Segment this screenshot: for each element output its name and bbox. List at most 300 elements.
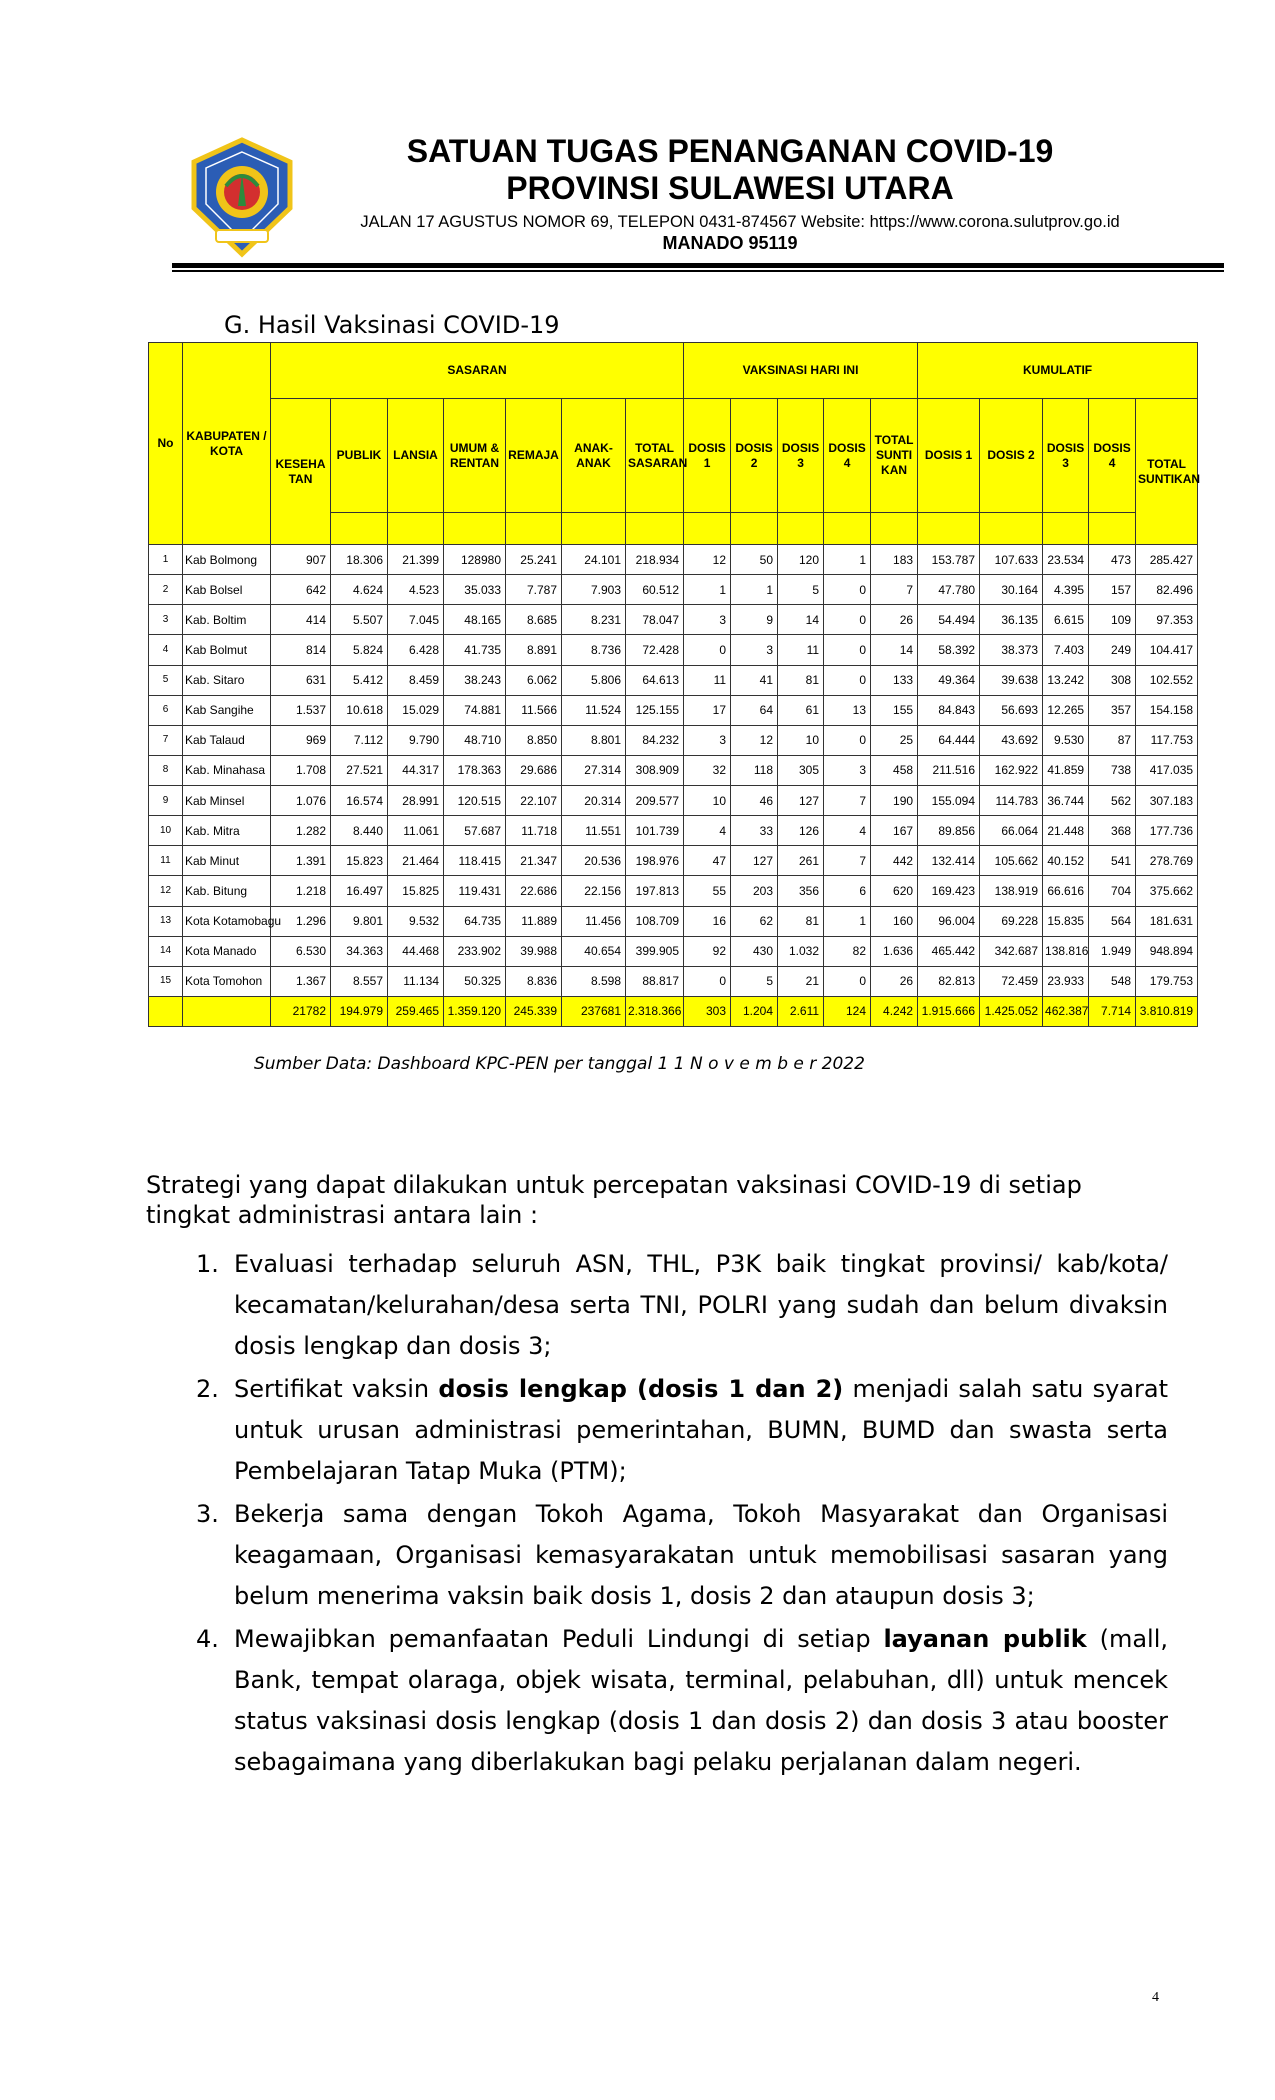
cell-value: 704 — [1089, 876, 1136, 906]
cell-value: 105.662 — [980, 846, 1043, 876]
cell-value: 16.497 — [331, 876, 388, 906]
cell-value: 8.557 — [331, 966, 388, 996]
cell-value: 8.231 — [562, 605, 626, 635]
cell-value: 303 — [684, 996, 731, 1026]
cell-value: 25 — [871, 725, 918, 755]
col-header-publik: PUBLIK — [331, 399, 388, 513]
cell-value: 11.524 — [562, 695, 626, 725]
col-header-kum-dosis1: DOSIS 1 — [918, 399, 980, 513]
strategy-text-after: (mall, Bank, tempat olaraga, objek wisata, terminal, pelabuhan, dll) untuk mencek status vaksinasi dosis lengkap (dosis 1 dan dosis 2) dan dosis 3 atau booster sebagaimana yang diberlakukan bagi pelaku perjalanan dalam negeri. — [234, 1625, 1168, 1776]
cell-value: 548 — [1089, 966, 1136, 996]
header-spacer — [731, 513, 778, 545]
cell-value: 7 — [824, 846, 871, 876]
cell-value: 2.611 — [778, 996, 824, 1026]
cell-value: 307.183 — [1136, 786, 1198, 816]
cell-value: 7.787 — [506, 575, 562, 605]
cell-region — [183, 996, 271, 1026]
cell-region: Kab. Minahasa — [183, 755, 271, 785]
strategy-emphasis: dosis lengkap (dosis 1 dan 2) — [438, 1375, 844, 1403]
cell-value: 1.076 — [271, 786, 331, 816]
cell-value: 127 — [731, 846, 778, 876]
cell-value: 458 — [871, 755, 918, 785]
cell-value: 1.425.052 — [980, 996, 1043, 1026]
table-row — [149, 635, 1198, 665]
cell-value: 285.427 — [1136, 545, 1198, 575]
cell-value: 4.395 — [1043, 575, 1089, 605]
cell-value: 104.417 — [1136, 635, 1198, 665]
col-header-kum-dosis4: DOSIS 4 — [1089, 399, 1136, 513]
cell-value: 81 — [778, 665, 824, 695]
cell-value: 7.112 — [331, 725, 388, 755]
cell-value: 96.004 — [918, 906, 980, 936]
cell-value: 0 — [824, 635, 871, 665]
strategy-text: Bekerja sama dengan Tokoh Agama, Tokoh Masyarakat dan Organisasi keagamaan, Organisasi kemasyarakatan untuk memobilisasi sasaran yang belum menerima vaksin baik dosis 1, dosis 2 dan ataupun dosis 3; — [234, 1500, 1168, 1610]
cell-value: 218.934 — [626, 545, 684, 575]
cell-value: 177.736 — [1136, 816, 1198, 846]
cell-value: 1 — [684, 575, 731, 605]
header-spacer — [562, 513, 626, 545]
cell-value: 127 — [778, 786, 824, 816]
cell-value: 40.152 — [1043, 846, 1089, 876]
cell-value: 7.903 — [562, 575, 626, 605]
cell-value: 375.662 — [1136, 876, 1198, 906]
cell-no: 4 — [149, 635, 183, 665]
cell-value: 64.735 — [444, 906, 506, 936]
col-header-kesehatan: KESEHATAN — [271, 399, 331, 545]
table-row — [149, 545, 1198, 575]
cell-region: Kab. Bitung — [183, 876, 271, 906]
cell-value: 34.363 — [331, 936, 388, 966]
cell-value: 0 — [824, 725, 871, 755]
cell-value: 84.843 — [918, 695, 980, 725]
strategy-item — [188, 1244, 1168, 1367]
header-city: MANADO 95119 — [662, 233, 798, 253]
cell-value: 368 — [1089, 816, 1136, 846]
cell-value: 0 — [684, 966, 731, 996]
cell-value: 72.459 — [980, 966, 1043, 996]
cell-value: 11.551 — [562, 816, 626, 846]
cell-value: 14 — [871, 635, 918, 665]
cell-value: 169.423 — [918, 876, 980, 906]
cell-value: 948.894 — [1136, 936, 1198, 966]
cell-value: 8.598 — [562, 966, 626, 996]
cell-value: 11 — [684, 665, 731, 695]
province-emblem-icon — [186, 136, 298, 258]
cell-value: 47 — [684, 846, 731, 876]
table-row — [149, 725, 1198, 755]
cell-region: Kab Bolsel — [183, 575, 271, 605]
cell-value: 3 — [684, 605, 731, 635]
page-number: 4 — [1152, 1990, 1159, 2005]
cell-value: 356 — [778, 876, 824, 906]
cell-value: 162.922 — [980, 755, 1043, 785]
cell-value: 5.412 — [331, 665, 388, 695]
col-header-hari-dosis1: DOSIS 1 — [684, 399, 731, 513]
cell-value: 190 — [871, 786, 918, 816]
cell-value: 1.296 — [271, 906, 331, 936]
cell-no: 2 — [149, 575, 183, 605]
cell-region: Kota Kotamobagu — [183, 906, 271, 936]
cell-value: 20.314 — [562, 786, 626, 816]
cell-value: 39.988 — [506, 936, 562, 966]
cell-value: 58.392 — [918, 635, 980, 665]
header-spacer — [918, 513, 980, 545]
cell-region: Kab Minut — [183, 846, 271, 876]
cell-value: 5 — [731, 966, 778, 996]
cell-value: 1.391 — [271, 846, 331, 876]
cell-value: 430 — [731, 936, 778, 966]
cell-value: 1.359.120 — [444, 996, 506, 1026]
cell-no: 8 — [149, 755, 183, 785]
strategy-item — [188, 1619, 1168, 1783]
cell-value: 66.064 — [980, 816, 1043, 846]
cell-value: 82 — [824, 936, 871, 966]
cell-value: 35.033 — [444, 575, 506, 605]
cell-value: 249 — [1089, 635, 1136, 665]
cell-value: 41.859 — [1043, 755, 1089, 785]
cell-value: 11.566 — [506, 695, 562, 725]
strategy-number: 3. — [196, 1500, 219, 1528]
cell-value: 50 — [731, 545, 778, 575]
cell-region: Kota Tomohon — [183, 966, 271, 996]
header-address: JALAN 17 AGUSTUS NOMOR 69, TELEPON 0431-874567 Website: https://www.corona.sulutprov.go.id — [360, 213, 1120, 231]
col-header-remaja: REMAJA — [506, 399, 562, 513]
cell-value: 3.810.819 — [1136, 996, 1198, 1026]
cell-value: 15.029 — [388, 695, 444, 725]
table-total-row — [149, 996, 1198, 1026]
cell-value: 13.242 — [1043, 665, 1089, 695]
cell-value: 211.516 — [918, 755, 980, 785]
table-row — [149, 876, 1198, 906]
cell-value: 10 — [684, 786, 731, 816]
cell-value: 15.823 — [331, 846, 388, 876]
header-spacer — [778, 513, 824, 545]
cell-value: 541 — [1089, 846, 1136, 876]
cell-value: 308.909 — [626, 755, 684, 785]
cell-value: 1 — [824, 906, 871, 936]
cell-no: 12 — [149, 876, 183, 906]
cell-value: 120.515 — [444, 786, 506, 816]
cell-value: 128980 — [444, 545, 506, 575]
cell-value: 5.806 — [562, 665, 626, 695]
cell-value: 44.317 — [388, 755, 444, 785]
cell-value: 183 — [871, 545, 918, 575]
cell-value: 69.228 — [980, 906, 1043, 936]
table-row — [149, 816, 1198, 846]
table-row — [149, 786, 1198, 816]
cell-value: 81 — [778, 906, 824, 936]
cell-value: 13 — [824, 695, 871, 725]
cell-value: 14 — [778, 605, 824, 635]
table-row — [149, 906, 1198, 936]
cell-value: 41.735 — [444, 635, 506, 665]
col-header-kum-dosis2: DOSIS 2 — [980, 399, 1043, 513]
cell-value: 33 — [731, 816, 778, 846]
cell-value: 342.687 — [980, 936, 1043, 966]
cell-value: 0 — [824, 605, 871, 635]
header-spacer — [626, 513, 684, 545]
cell-value: 40.654 — [562, 936, 626, 966]
cell-value: 5.824 — [331, 635, 388, 665]
cell-no: 5 — [149, 665, 183, 695]
cell-value: 357 — [1089, 695, 1136, 725]
header-spacer — [506, 513, 562, 545]
cell-value: 4 — [824, 816, 871, 846]
cell-value: 41 — [731, 665, 778, 695]
table-row — [149, 575, 1198, 605]
cell-value: 907 — [271, 545, 331, 575]
cell-value: 1.367 — [271, 966, 331, 996]
cell-value: 414 — [271, 605, 331, 635]
group-header-hari-ini: VAKSINASI HARI INI — [684, 343, 918, 399]
col-header-hari-dosis2: DOSIS 2 — [731, 399, 778, 513]
cell-value: 61 — [778, 695, 824, 725]
cell-value: 138.919 — [980, 876, 1043, 906]
cell-value: 60.512 — [626, 575, 684, 605]
cell-value: 6 — [824, 876, 871, 906]
cell-value: 0 — [824, 575, 871, 605]
cell-value: 181.631 — [1136, 906, 1198, 936]
cell-value: 138.816 — [1043, 936, 1089, 966]
cell-value: 233.902 — [444, 936, 506, 966]
cell-value: 8.891 — [506, 635, 562, 665]
cell-value: 562 — [1089, 786, 1136, 816]
cell-value: 6.530 — [271, 936, 331, 966]
cell-value: 56.693 — [980, 695, 1043, 725]
header-spacer — [388, 513, 444, 545]
col-header-umum-rentan: UMUM & RENTAN — [444, 399, 506, 513]
cell-no: 9 — [149, 786, 183, 816]
strategy-text: Evaluasi terhadap seluruh ASN, THL, P3K baik tingkat provinsi/ kab/kota/ kecamatan/kelurahan/desa serta TNI, POLRI yang sudah dan belum divaksin dosis lengkap dan dosis 3; — [234, 1250, 1168, 1360]
cell-region: Kab. Boltim — [183, 605, 271, 635]
col-header-total-suntikan: TOTAL SUNTIKAN — [1136, 399, 1198, 545]
cell-value: 1.636 — [871, 936, 918, 966]
cell-value: 155.094 — [918, 786, 980, 816]
cell-value: 55 — [684, 876, 731, 906]
cell-value: 26 — [871, 966, 918, 996]
cell-value: 44.468 — [388, 936, 444, 966]
cell-value: 23.933 — [1043, 966, 1089, 996]
cell-value: 6.062 — [506, 665, 562, 695]
cell-value: 8.685 — [506, 605, 562, 635]
cell-value: 87 — [1089, 725, 1136, 755]
cell-value: 64 — [731, 695, 778, 725]
cell-value: 132.414 — [918, 846, 980, 876]
cell-value: 108.709 — [626, 906, 684, 936]
cell-value: 15.825 — [388, 876, 444, 906]
cell-value: 417.035 — [1136, 755, 1198, 785]
cell-value: 7.045 — [388, 605, 444, 635]
cell-value: 49.364 — [918, 665, 980, 695]
cell-value: 465.442 — [918, 936, 980, 966]
cell-value: 642 — [271, 575, 331, 605]
cell-value: 22.107 — [506, 786, 562, 816]
strategy-item — [188, 1494, 1168, 1617]
cell-value: 620 — [871, 876, 918, 906]
table-row — [149, 665, 1198, 695]
cell-value: 178.363 — [444, 755, 506, 785]
col-header-total-sasaran: TOTAL SASARAN — [626, 399, 684, 513]
header-spacer — [980, 513, 1043, 545]
header-spacer — [331, 513, 388, 545]
cell-value: 11 — [778, 635, 824, 665]
cell-value: 10 — [778, 725, 824, 755]
cell-value: 1.537 — [271, 695, 331, 725]
cell-value: 1.949 — [1089, 936, 1136, 966]
cell-value: 88.817 — [626, 966, 684, 996]
cell-value: 119.431 — [444, 876, 506, 906]
cell-value: 11.061 — [388, 816, 444, 846]
cell-value: 3 — [824, 755, 871, 785]
table-row — [149, 605, 1198, 635]
strategy-text: Sertifikat vaksin — [234, 1375, 439, 1403]
cell-value: 101.739 — [626, 816, 684, 846]
cell-value: 209.577 — [626, 786, 684, 816]
cell-value: 120 — [778, 545, 824, 575]
cell-value: 7 — [824, 786, 871, 816]
cell-value: 64.613 — [626, 665, 684, 695]
header-spacer — [444, 513, 506, 545]
cell-value: 278.769 — [1136, 846, 1198, 876]
strategy-item — [188, 1369, 1168, 1492]
cell-value: 50.325 — [444, 966, 506, 996]
cell-value: 154.158 — [1136, 695, 1198, 725]
strategy-number: 1. — [196, 1250, 219, 1278]
cell-value: 11.718 — [506, 816, 562, 846]
header-spacer — [684, 513, 731, 545]
cell-value: 118.415 — [444, 846, 506, 876]
cell-value: 1.282 — [271, 816, 331, 846]
cell-value: 12 — [684, 545, 731, 575]
strategy-number: 2. — [196, 1375, 219, 1403]
cell-value: 114.783 — [980, 786, 1043, 816]
cell-value: 21.448 — [1043, 816, 1089, 846]
header-spacer — [824, 513, 871, 545]
cell-value: 48.710 — [444, 725, 506, 755]
cell-value: 305 — [778, 755, 824, 785]
cell-no — [149, 996, 183, 1026]
cell-value: 1.218 — [271, 876, 331, 906]
cell-value: 814 — [271, 635, 331, 665]
cell-value: 21.399 — [388, 545, 444, 575]
cell-value: 11.889 — [506, 906, 562, 936]
cell-value: 9.532 — [388, 906, 444, 936]
cell-value: 155 — [871, 695, 918, 725]
cell-value: 62 — [731, 906, 778, 936]
cell-value: 92 — [684, 936, 731, 966]
strategy-text-after: menjadi salah satu syarat untuk urusan administrasi pemerintahan, BUMN, BUMD dan swasta serta Pembelajaran Tatap Muka (PTM); — [234, 1375, 1169, 1485]
cell-value: 18.306 — [331, 545, 388, 575]
table-row — [149, 755, 1198, 785]
cell-value: 462.387 — [1043, 996, 1089, 1026]
cell-value: 47.780 — [918, 575, 980, 605]
table-row — [149, 936, 1198, 966]
cell-value: 8.736 — [562, 635, 626, 665]
cell-value: 3 — [684, 725, 731, 755]
cell-value: 21782 — [271, 996, 331, 1026]
cell-value: 57.687 — [444, 816, 506, 846]
col-header-kum-dosis3: DOSIS 3 — [1043, 399, 1089, 513]
cell-value: 245.339 — [506, 996, 562, 1026]
cell-value: 157 — [1089, 575, 1136, 605]
cell-value: 12 — [731, 725, 778, 755]
cell-value: 6.615 — [1043, 605, 1089, 635]
cell-no: 13 — [149, 906, 183, 936]
cell-value: 0 — [684, 635, 731, 665]
cell-value: 1 — [824, 545, 871, 575]
header-title-line1: SATUAN TUGAS PENANGANAN COVID-19 — [406, 133, 1054, 169]
cell-value: 167 — [871, 816, 918, 846]
cell-value: 153.787 — [918, 545, 980, 575]
strategy-list — [188, 1244, 1168, 1785]
cell-region: Kab. Mitra — [183, 816, 271, 846]
col-header-lansia: LANSIA — [388, 399, 444, 513]
cell-value: 4.242 — [871, 996, 918, 1026]
cell-value: 39.638 — [980, 665, 1043, 695]
cell-value: 36.135 — [980, 605, 1043, 635]
strategy-text: Mewajibkan pemanfaatan Peduli Lindungi di setiap — [234, 1625, 884, 1653]
cell-value: 16.574 — [331, 786, 388, 816]
vaccination-table — [148, 342, 1201, 1027]
cell-no: 6 — [149, 695, 183, 725]
cell-value: 738 — [1089, 755, 1136, 785]
cell-no: 1 — [149, 545, 183, 575]
cell-value: 109 — [1089, 605, 1136, 635]
cell-value: 261 — [778, 846, 824, 876]
header-divider-thick — [172, 263, 1224, 268]
header-divider-thin — [172, 270, 1224, 272]
cell-value: 29.686 — [506, 755, 562, 785]
cell-no: 10 — [149, 816, 183, 846]
cell-value: 26 — [871, 605, 918, 635]
cell-value: 473 — [1089, 545, 1136, 575]
cell-value: 117.753 — [1136, 725, 1198, 755]
cell-value: 1.708 — [271, 755, 331, 785]
cell-value: 125.155 — [626, 695, 684, 725]
cell-value: 5 — [778, 575, 824, 605]
cell-value: 0 — [824, 665, 871, 695]
cell-no: 7 — [149, 725, 183, 755]
cell-no: 3 — [149, 605, 183, 635]
cell-region: Kab Sangihe — [183, 695, 271, 725]
cell-value: 46 — [731, 786, 778, 816]
cell-value: 22.156 — [562, 876, 626, 906]
cell-value: 43.692 — [980, 725, 1043, 755]
strategy-number: 4. — [196, 1625, 219, 1653]
cell-value: 21 — [778, 966, 824, 996]
cell-value: 27.314 — [562, 755, 626, 785]
cell-value: 54.494 — [918, 605, 980, 635]
cell-value: 66.616 — [1043, 876, 1089, 906]
cell-value: 0 — [824, 966, 871, 996]
cell-value: 38.373 — [980, 635, 1043, 665]
cell-region: Kab Bolmong — [183, 545, 271, 575]
cell-value: 9.530 — [1043, 725, 1089, 755]
cell-value: 118 — [731, 755, 778, 785]
cell-value: 7 — [871, 575, 918, 605]
cell-value: 1.032 — [778, 936, 824, 966]
cell-value: 126 — [778, 816, 824, 846]
cell-value: 82.813 — [918, 966, 980, 996]
cell-value: 72.428 — [626, 635, 684, 665]
cell-value: 8.459 — [388, 665, 444, 695]
cell-value: 30.164 — [980, 575, 1043, 605]
cell-value: 102.552 — [1136, 665, 1198, 695]
cell-region: Kab Talaud — [183, 725, 271, 755]
table-row — [149, 966, 1198, 996]
cell-value: 1.204 — [731, 996, 778, 1026]
cell-value: 198.976 — [626, 846, 684, 876]
